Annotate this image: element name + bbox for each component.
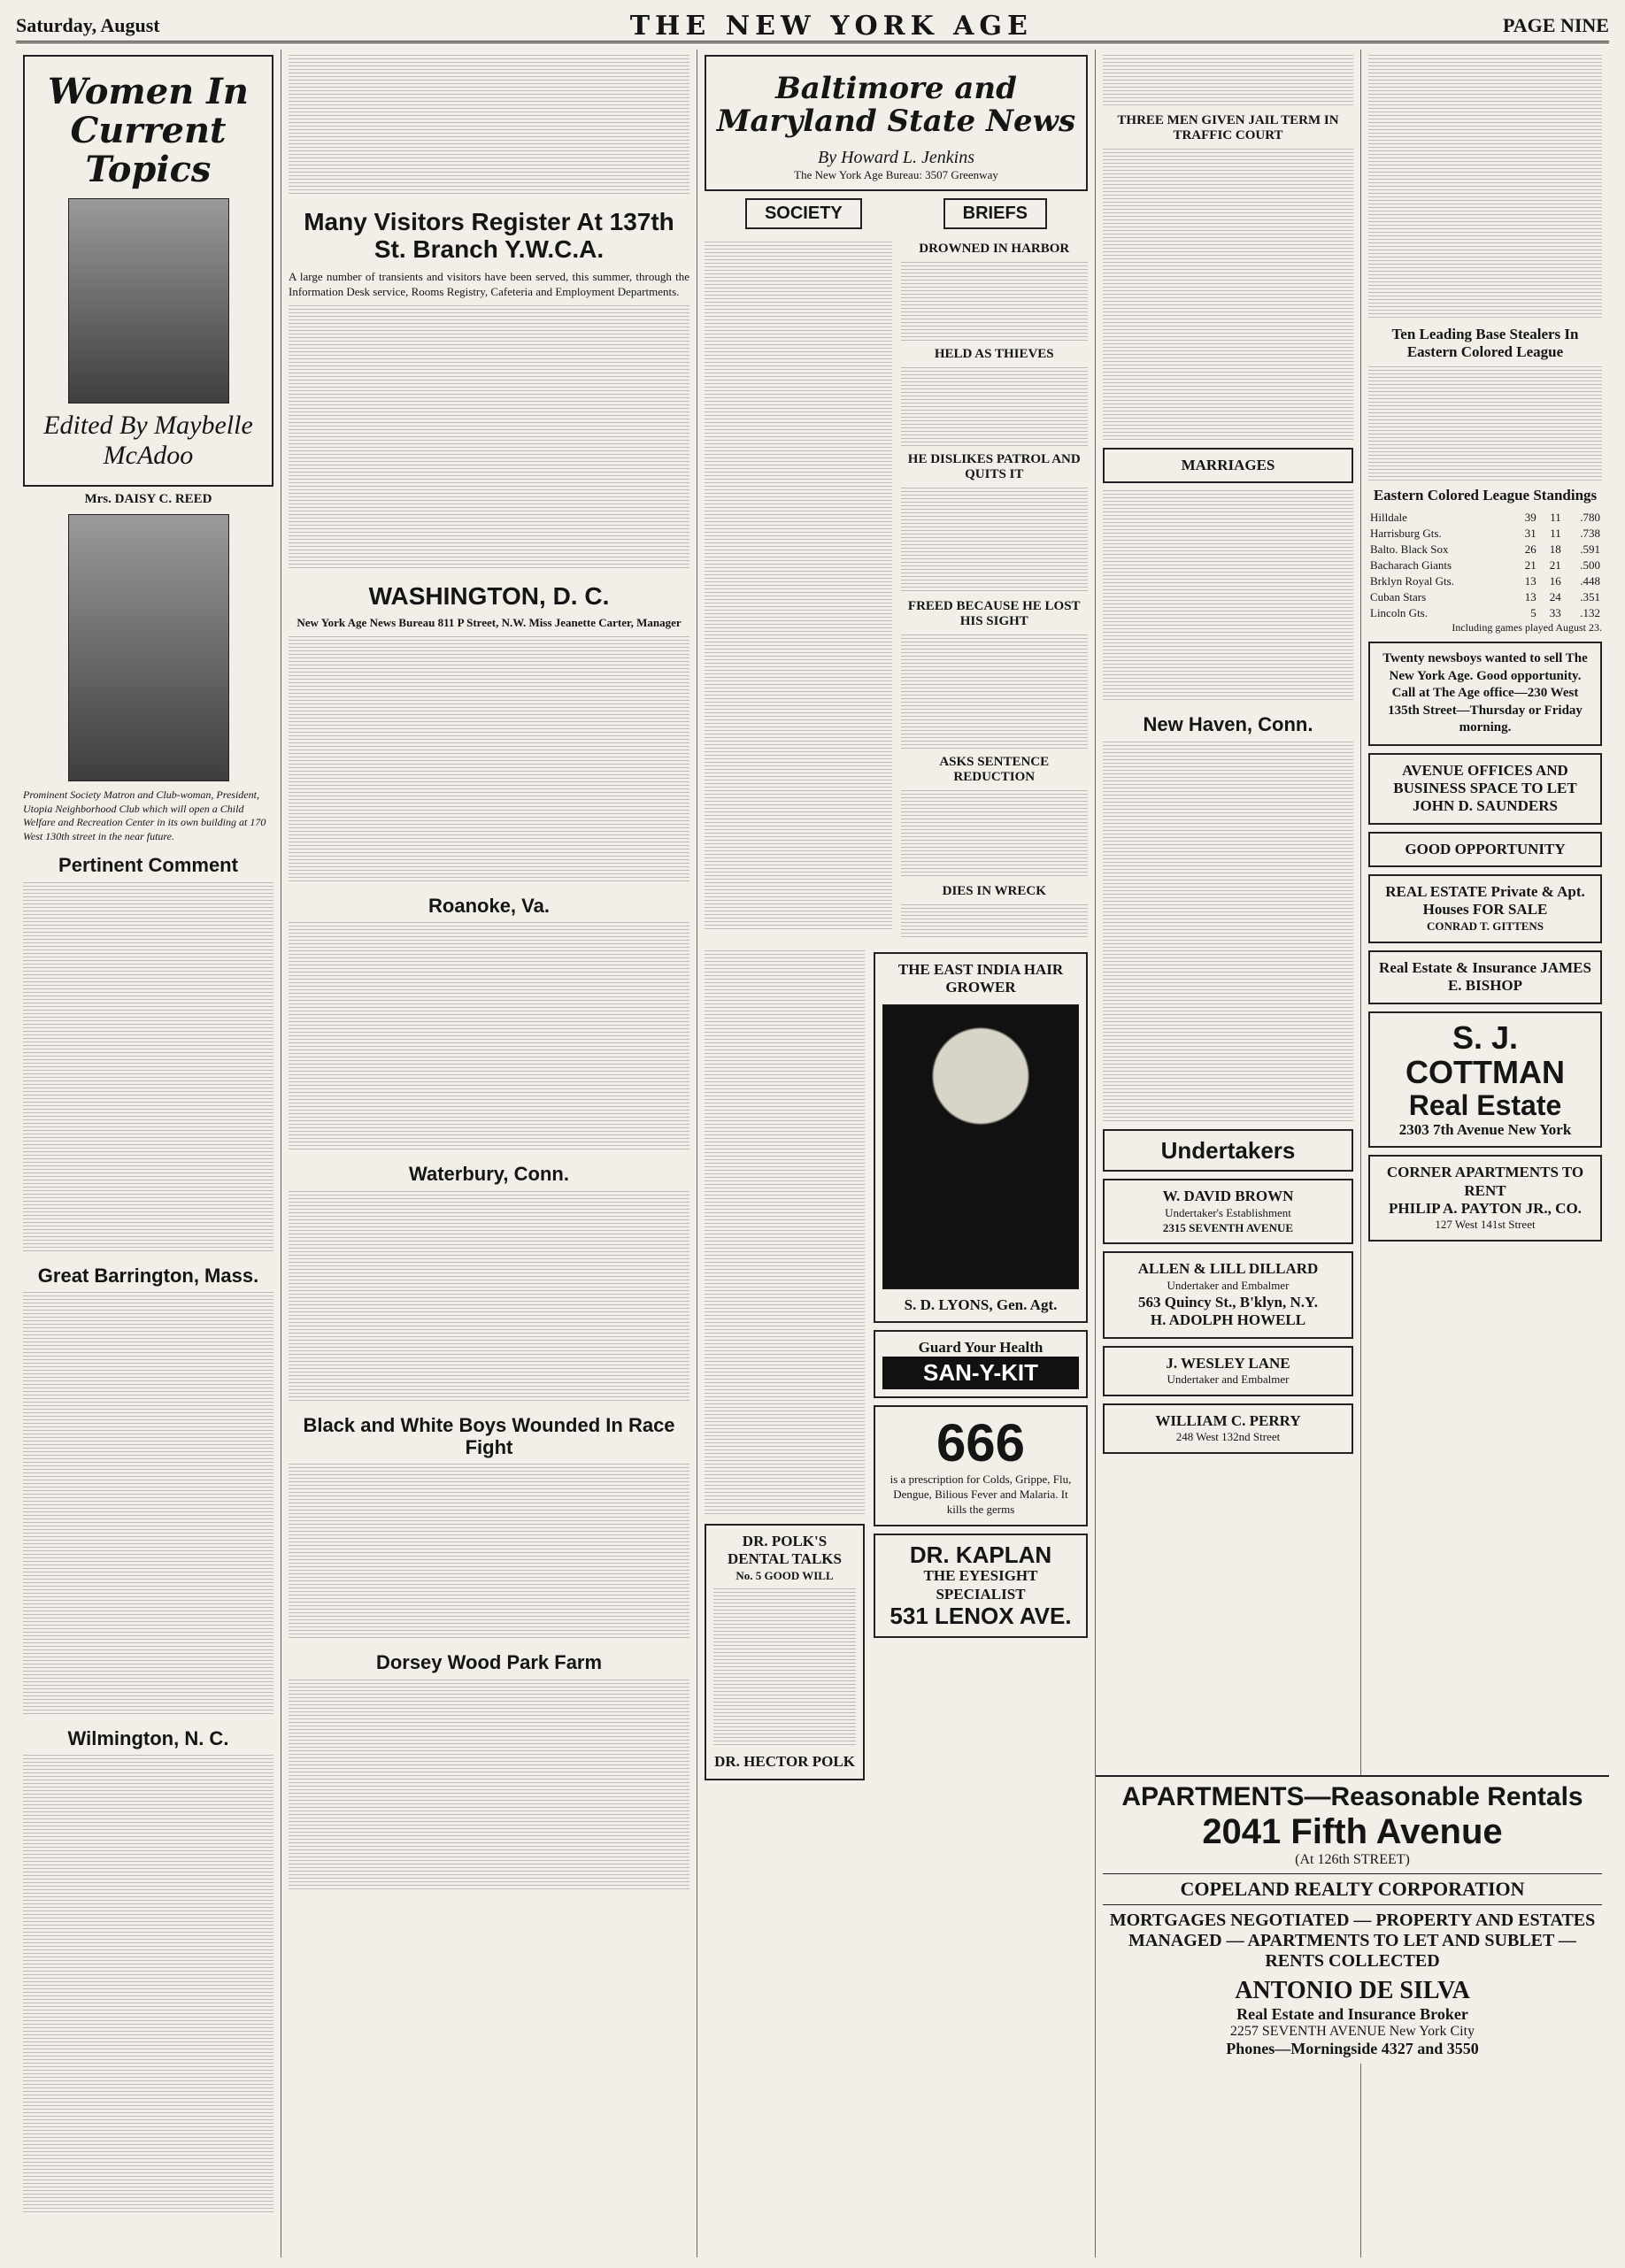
heading-wilmington: Wilmington, N. C.: [67, 1726, 229, 1749]
copeland-corp: COPELAND REALTY CORPORATION: [1103, 1873, 1602, 1905]
perry-address: 248 West 132nd Street: [1175, 1430, 1281, 1444]
text-block: [901, 367, 1089, 447]
brief-sentence: ASKS SENTENCE REDUCTION: [939, 754, 1050, 784]
perry-name: WILLIAM C. PERRY: [1155, 1411, 1301, 1429]
text-block: [1103, 742, 1353, 1122]
undertakers-header: [1103, 1129, 1353, 1172]
lane-name: J. WESLEY LANE: [1166, 1354, 1290, 1372]
bishop-ad: [1368, 950, 1602, 1004]
kaplan-name: DR. KAPLAN: [909, 1541, 1052, 1568]
kaplan-ad: [874, 1534, 1088, 1638]
column-women: [16, 50, 281, 2257]
hair-woman-image: [882, 1004, 1079, 1289]
standings-cell: 21: [1549, 558, 1561, 572]
polk-sub: No. 5 GOOD WILL: [735, 1568, 834, 1582]
marriages-box: [1103, 448, 1353, 483]
text-block: [901, 262, 1089, 342]
standings-cell: Cuban Stars: [1370, 590, 1427, 604]
text-block: [289, 1191, 689, 1403]
text-block: [289, 1680, 689, 1892]
silva-sub: Real Estate and Insurance Broker: [1236, 2005, 1468, 2023]
silva-phone: Phones—Morningside 4327 and 3550: [1226, 2040, 1479, 2057]
text-block: [289, 922, 689, 1152]
copeland-street: (At 126th STREET): [1295, 1852, 1410, 1867]
heading-pertinent-comment: Pertinent Comment: [58, 854, 238, 877]
editor-byline: Edited By Maybelle McAdoo: [43, 411, 253, 470]
brief-patrol: HE DISLIKES PATROL AND QUITS IT: [907, 451, 1081, 481]
text-block: [1103, 490, 1353, 703]
polk-dental-ad: [705, 1524, 865, 1780]
heading-standings: Eastern Colored League Standings: [1373, 487, 1598, 504]
good-opportunity: GOOD OPPORTUNITY: [1405, 840, 1566, 857]
standings-row: [1368, 589, 1602, 605]
ad-666-number: 666: [936, 1412, 1026, 1472]
heading-roanoke: Roanoke, Va.: [428, 895, 550, 918]
standings-cell: 26: [1524, 542, 1536, 556]
text-block: [289, 1464, 689, 1641]
text-block: [23, 1292, 273, 1717]
standings-cell: Balto. Black Sox: [1370, 542, 1449, 556]
washington-byline: New York Age News Bureau 811 P Street, N.W. Miss Jeanette Carter, Manager: [297, 616, 682, 630]
cottman-address: 2303 7th Avenue New York: [1398, 1120, 1572, 1138]
cottman-ad: [1368, 1011, 1602, 1149]
society-text-continued: [705, 950, 865, 1517]
sanykit-title: Guard Your Health: [918, 1338, 1044, 1356]
issue-date: Saturday, August: [16, 14, 160, 36]
saunders-name: JOHN D. SAUNDERS: [1413, 797, 1558, 815]
gittens-name: CONRAD T. GITTENS: [1426, 919, 1544, 933]
copeland-ad: [1096, 1775, 1609, 2064]
brown-sub: Undertaker's Establishment: [1165, 1205, 1291, 1219]
ad-666-text: is a prescription for Colds, Grippe, Flu, Dengue, Bilious Fever and Malaria. It kills the germs: [890, 1472, 1072, 1516]
standings-cell: .132: [1580, 606, 1600, 619]
lane-ad: [1103, 1346, 1353, 1396]
heading-marriages: MARRIAGES: [1181, 457, 1275, 473]
standings-cell: 16: [1549, 574, 1561, 588]
standings-cell: .738: [1580, 527, 1600, 540]
brown-name: W. DAVID BROWN: [1162, 1188, 1294, 1205]
allen-sub: Undertaker and Embalmer: [1167, 1278, 1290, 1292]
apartments-title: APARTMENTS—Reasonable Rentals: [1121, 1782, 1583, 1811]
standings-cell: .591: [1580, 542, 1600, 556]
text-block: [901, 904, 1089, 940]
avenue-offices-ad: [1368, 753, 1602, 825]
perry-ad: [1103, 1403, 1353, 1454]
baltimore-header-box: [705, 55, 1088, 191]
standings-row: [1368, 510, 1602, 526]
standings-cell: 33: [1549, 606, 1561, 619]
standings-cell: 18: [1549, 542, 1561, 556]
society-text: [705, 242, 892, 932]
heading-waterbury: Waterbury, Conn.: [409, 1163, 569, 1186]
newspaper-page: [16, 50, 1609, 2257]
brief-drowned: DROWNED IN HARBOR: [919, 241, 1070, 256]
paper-name: THE NEW YORK AGE: [629, 10, 1033, 42]
howell-name: H. ADOLPH HOWELL: [1150, 1311, 1306, 1329]
text-block: [23, 882, 273, 1254]
ywca-text: A large number of transients and visitors have been served, this summer, through the Information Desk service, Rooms Registry, Cafeteria and Employment Departments.: [289, 269, 689, 299]
baltimore-title: Baltimore and Maryland State News: [716, 71, 1076, 140]
society-tag: SOCIETY: [745, 198, 862, 229]
polk-title: DR. POLK'S DENTAL TALKS: [728, 1532, 842, 1568]
allen-ad: [1103, 1251, 1353, 1338]
corner-apartments-ad: [1368, 1155, 1602, 1242]
cottman-name: S. J. COTTMAN: [1406, 1019, 1565, 1091]
baltimore-byline: By Howard L. Jenkins: [817, 147, 974, 167]
hair-grower-ad: [874, 952, 1088, 1323]
standings-note: Including games played August 23.: [1452, 621, 1602, 634]
heading-dorsey-wood: Dorsey Wood Park Farm: [375, 1651, 603, 1674]
hair-agent: S. D. LYONS, Gen. Agt.: [904, 1295, 1058, 1313]
heading-great-barrington: Great Barrington, Mass.: [37, 1264, 259, 1287]
standings-cell: 39: [1524, 511, 1536, 524]
sanykit-ad: [874, 1330, 1088, 1398]
heading-jail-term: THREE MEN GIVEN JAIL TERM IN TRAFFIC COURT: [1117, 113, 1339, 142]
heading-washington: WASHINGTON, D. C.: [368, 581, 610, 610]
heading-new-haven: New Haven, Conn.: [1143, 713, 1313, 736]
mortgages-text: MORTGAGES NEGOTIATED — PROPERTY AND ESTATES MANAGED — APARTMENTS TO LET AND SUBLET — RENTS COLLECTED: [1109, 1911, 1596, 1971]
standings-cell: .351: [1580, 590, 1600, 604]
real-estate-title: REAL ESTATE Private & Apt. Houses FOR SALE: [1385, 883, 1585, 919]
brief-wreck: DIES IN WRECK: [942, 883, 1046, 898]
undertakers-title: Undertakers: [1160, 1136, 1296, 1164]
standings-cell: 11: [1550, 511, 1561, 524]
text-block: [289, 55, 689, 196]
allen-name: ALLEN & LILL DILLARD: [1137, 1260, 1319, 1278]
reed-photo: [68, 514, 229, 781]
hair-title: THE EAST INDIA HAIR GROWER: [897, 960, 1064, 996]
text-block: [1368, 366, 1602, 481]
text-block: [23, 1755, 273, 2215]
portrait-photo: [68, 198, 229, 404]
standings-cell: .448: [1580, 574, 1600, 588]
text-block: [713, 1588, 856, 1748]
corner-apartments: CORNER APARTMENTS TO RENT: [1386, 1164, 1584, 1199]
avenue-offices: AVENUE OFFICES AND BUSINESS SPACE TO LET: [1393, 761, 1577, 796]
standings-cell: 11: [1550, 527, 1561, 540]
kaplan-sub: THE EYESIGHT SPECIALIST: [923, 1567, 1038, 1603]
standings-cell: 13: [1524, 574, 1536, 588]
standings-row: [1368, 542, 1602, 557]
standings-cell: Bacharach Giants: [1370, 558, 1452, 572]
text-block: [1368, 55, 1602, 320]
newsboys-text: Twenty newsboys wanted to sell The New York Age. Good opportunity. Call at The Age office—230 West 135th Street—Thursday or Friday morning.: [1382, 651, 1588, 734]
real-estate-ad: [1368, 874, 1602, 943]
heading-ywca: Many Visitors Register At 137th St. Branch Y.W.C.A.: [304, 208, 674, 263]
standings-cell: 24: [1549, 590, 1561, 604]
standings-cell: 31: [1524, 527, 1536, 540]
payton-name: PHILIP A. PAYTON JR., CO.: [1389, 1200, 1582, 1218]
standings-cell: Hilldale: [1370, 511, 1407, 524]
brown-ad: [1103, 1179, 1353, 1244]
standings-cell: Lincoln Gts.: [1370, 606, 1428, 619]
cottman-sub: Real Estate: [1408, 1088, 1562, 1121]
page-number: PAGE NINE: [1502, 14, 1609, 36]
text-block: [901, 790, 1089, 879]
silva-name: ANTONIO DE SILVA: [1235, 1977, 1470, 2004]
briefs-tag: BRIEFS: [943, 198, 1047, 229]
bishop-name: Real Estate & Insurance JAMES E. BISHOP: [1379, 958, 1591, 995]
standings-row: [1368, 605, 1602, 621]
newsboys-ad: [1368, 642, 1602, 746]
ad-666: [874, 1405, 1088, 1526]
payton-address: 127 West 141st Street: [1435, 1218, 1536, 1232]
text-block: [901, 488, 1089, 594]
polk-name: DR. HECTOR POLK: [714, 1753, 855, 1771]
copeland-address: 2041 Fifth Avenue: [1202, 1812, 1503, 1851]
standings-row: [1368, 573, 1602, 589]
allen-address: 563 Quincy St., B'klyn, N.Y.: [1138, 1293, 1318, 1311]
masthead: [16, 11, 1609, 43]
heading-race-fight: Black and White Boys Wounded In Race Fight: [303, 1413, 675, 1458]
text-block: [289, 305, 689, 571]
text-block: [1103, 55, 1353, 108]
sanykit-brand: SAN-Y-KIT: [882, 1357, 1079, 1389]
standings-cell: 21: [1524, 558, 1536, 572]
text-block: [1103, 149, 1353, 441]
brown-address: 2315 SEVENTH AVENUE: [1162, 1220, 1294, 1234]
good-opportunity-ad: [1368, 832, 1602, 867]
standings-cell: 5: [1530, 606, 1536, 619]
standings-row: [1368, 557, 1602, 573]
column-ywca: [281, 50, 697, 2257]
text-block: [289, 636, 689, 884]
standings-cell: Harrisburg Gts.: [1370, 527, 1442, 540]
baltimore-bureau: The New York Age Bureau: 3507 Greenway: [794, 167, 998, 181]
photo-label: Mrs. DAISY C. REED: [84, 492, 212, 506]
standings-cell: Brklyn Royal Gts.: [1370, 574, 1454, 588]
kaplan-address: 531 LENOX AVE.: [890, 1602, 1072, 1629]
brief-thieves: HELD AS THIEVES: [934, 346, 1054, 361]
photo-caption: Prominent Society Matron and Club-woman, President, Utopia Neighborhood Club which will open a Child Welfare and Recreation Center in its own building at 170 West 130th street in the near future.: [23, 788, 266, 842]
standings-cell: 13: [1524, 590, 1536, 604]
standings-row: [1368, 526, 1602, 542]
women-header-box: [23, 55, 273, 487]
standings-cell: .780: [1580, 511, 1600, 524]
brief-sight: FREED BECAUSE HE LOST HIS SIGHT: [907, 598, 1081, 628]
standings-table: [1368, 510, 1602, 621]
lane-sub: Undertaker and Embalmer: [1167, 1372, 1290, 1386]
section-title: Women In Current Topics: [48, 71, 249, 190]
standings-cell: .500: [1580, 558, 1600, 572]
silva-address: 2257 SEVENTH AVENUE New York City: [1229, 2024, 1475, 2039]
text-block: [901, 634, 1089, 750]
heading-base-stealers: Ten Leading Base Stealers In Eastern Colored League: [1391, 326, 1579, 360]
column-baltimore: [697, 50, 1096, 2257]
